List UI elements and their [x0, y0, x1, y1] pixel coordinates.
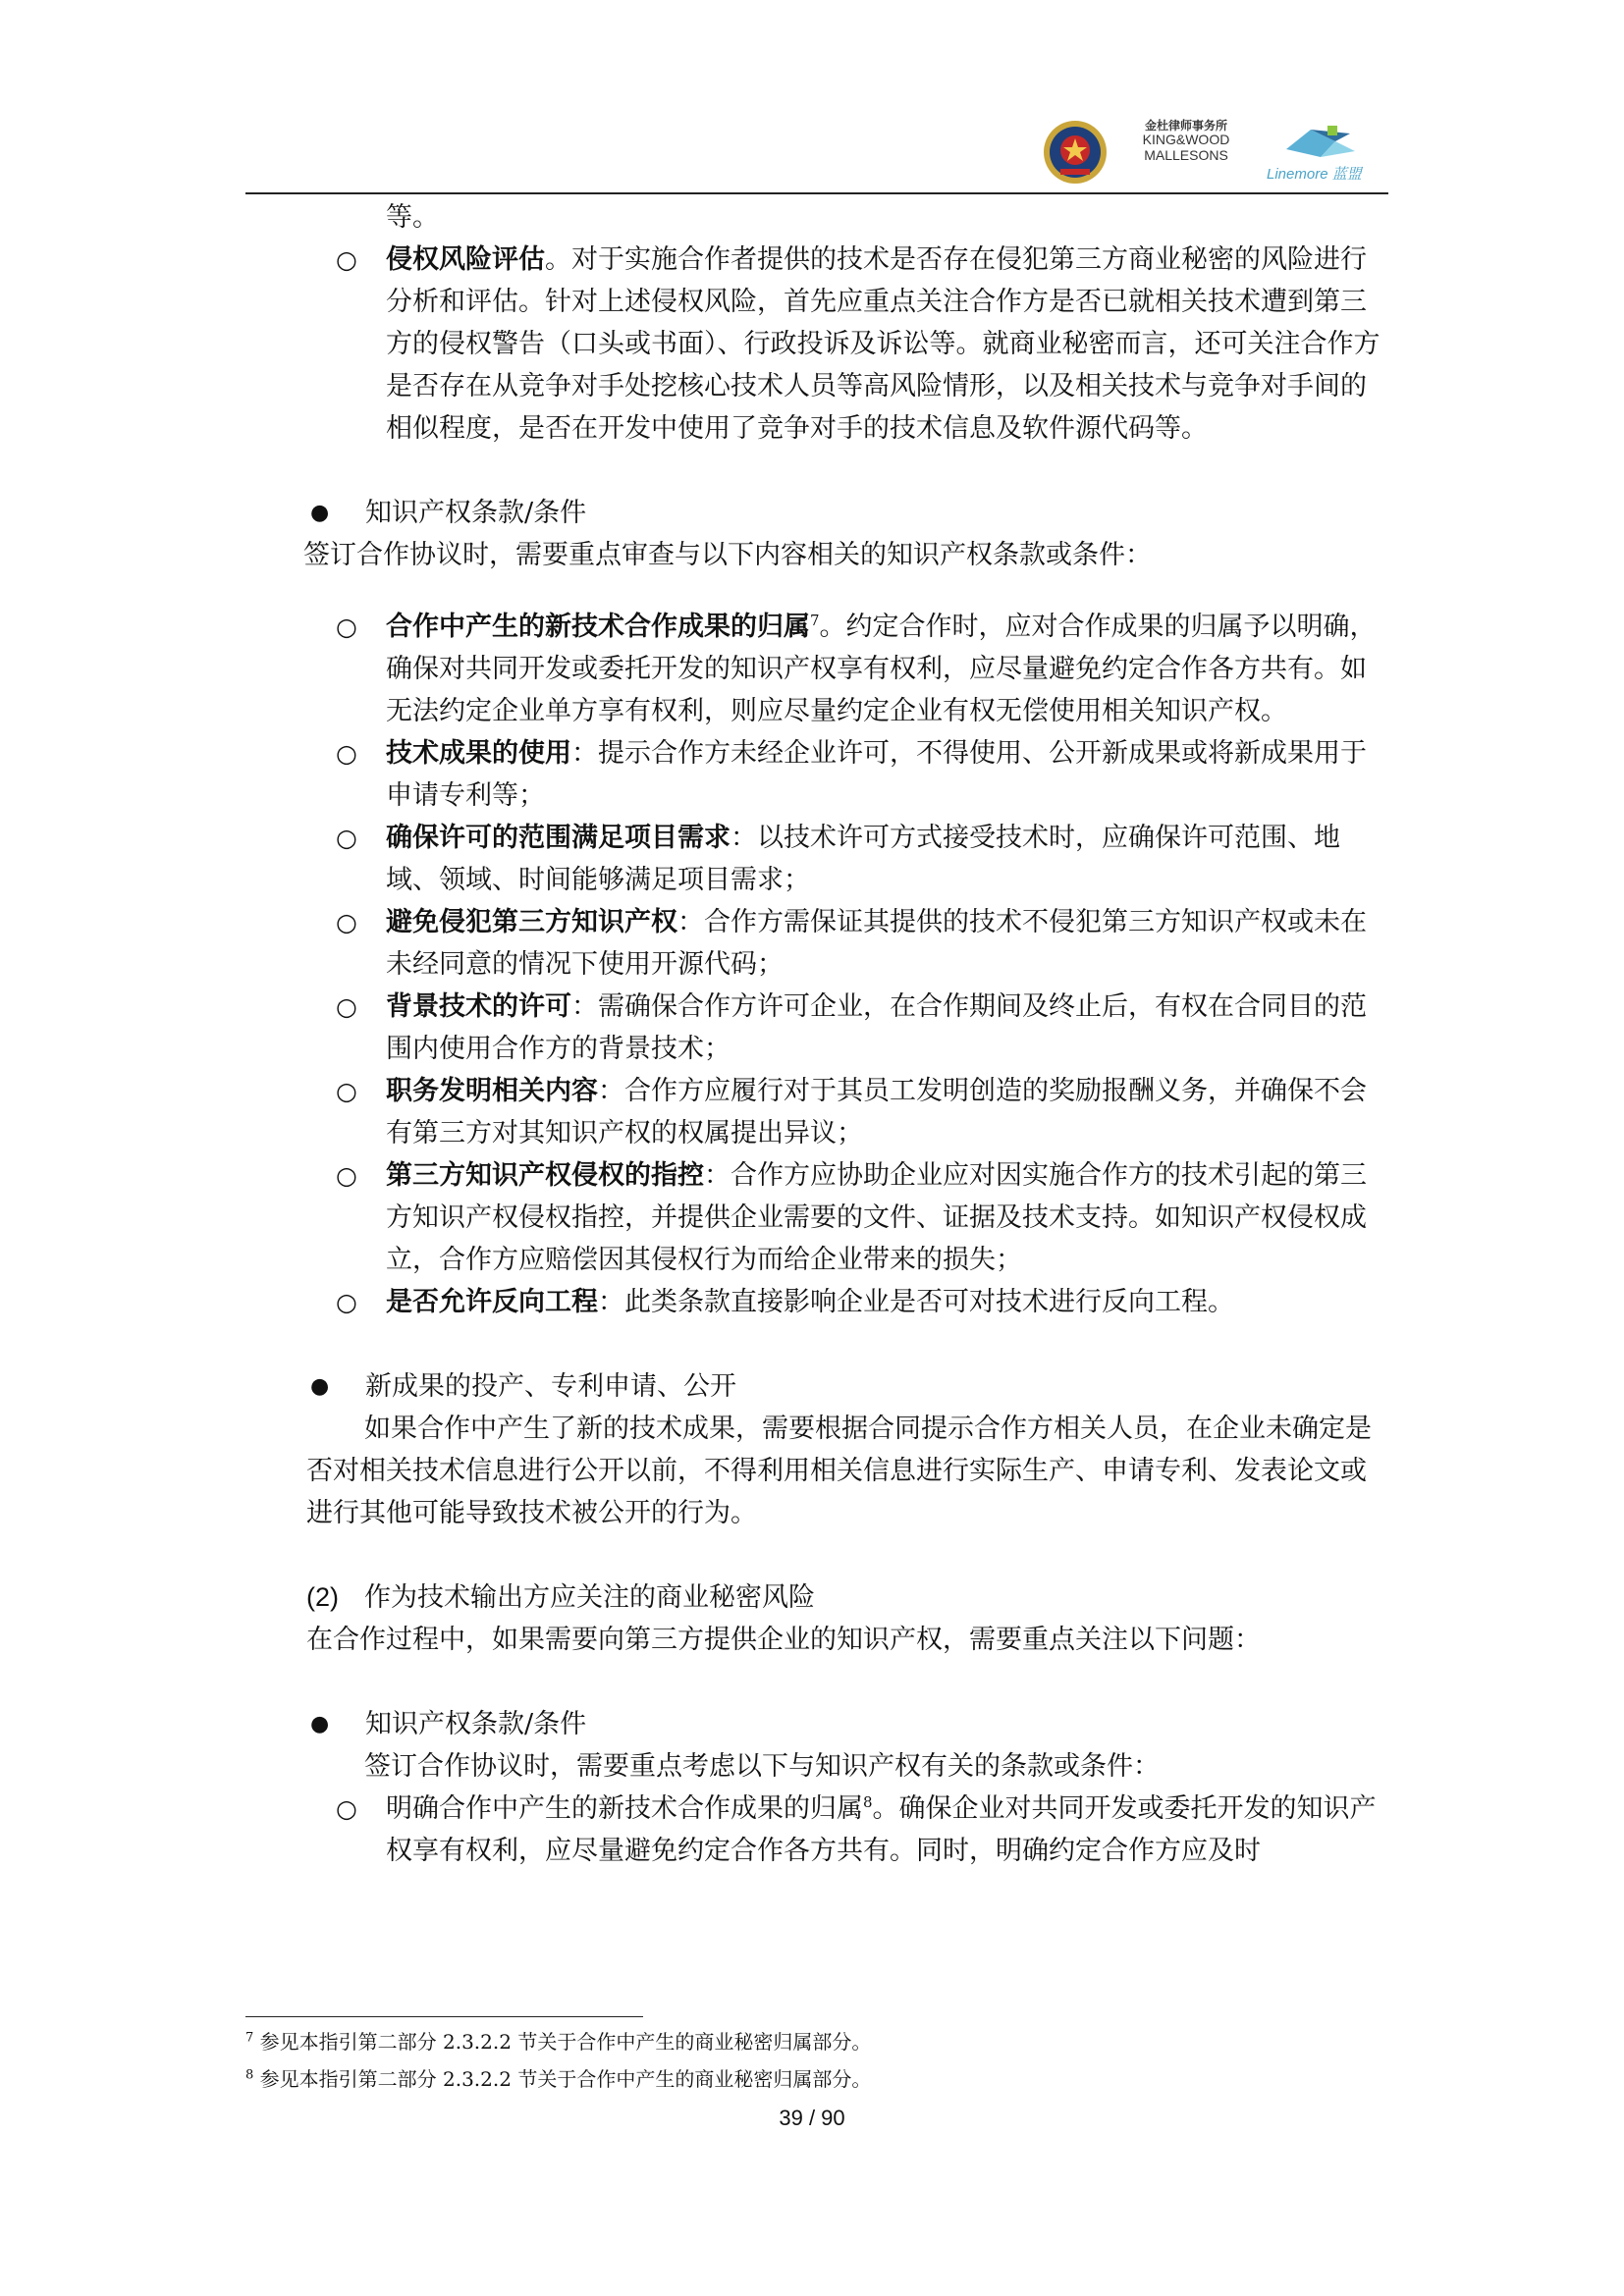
bullet-intro: 签订合作协议时，需要重点考虑以下与知识产权有关的条款或条件： [364, 1751, 1160, 1782]
hollow-bullet-icon: ○ [336, 245, 357, 274]
document-body [303, 196, 1390, 1872]
list-item-title: 是否允许反向工程 [386, 1287, 598, 1317]
section-heading-2 [306, 1576, 1390, 1619]
national-emblem-icon [1041, 118, 1110, 187]
footnote-rule [245, 2016, 643, 2017]
list-item [306, 732, 1390, 817]
page-number: 39 / 90 [779, 2106, 845, 2130]
continued-text: 等。 [386, 202, 439, 233]
sub-item-infringement [306, 239, 1390, 450]
list-item [306, 1788, 1390, 1872]
footnote-text: 参见本指引第二部分 2.3.2.2 节关于合作中产生的商业秘密归属部分。 [259, 2067, 872, 2091]
bullet-new-results [306, 1365, 1390, 1408]
kwm-logo-cn: 金杜律师事务所 [1144, 119, 1227, 133]
footnote-text: 参见本指引第二部分 2.3.2.2 节关于合作中产生的商业秘密归属部分。 [259, 2030, 872, 2054]
list-item-text: 。确保企业对共同开发或委托开发的知识产权享有权利，应尽量避免约定合作各方共有。同时，明确约定合作方应及时 [386, 1793, 1377, 1866]
hollow-bullet-icon: ○ [336, 908, 357, 936]
kwm-logo [1122, 120, 1250, 163]
section-intro: 在合作过程中，如果需要向第三方提供企业的知识产权，需要重点关注以下问题： [306, 1625, 1261, 1655]
list-item [306, 1281, 1390, 1323]
footnote-number: 7 [245, 2030, 254, 2046]
bullet-intro: 签订合作协议时，需要重点审查与以下内容相关的知识产权条款或条件： [303, 540, 1152, 570]
page-header [245, 108, 1388, 196]
list-item-text: ：以技术许可方式接受技术时，应确保许可范围、地域、领域、时间能够满足项目需求； [386, 823, 1340, 895]
list-item-title: 合作中产生的新技术合作成果的归属 [386, 612, 810, 642]
bullet-title: 知识产权条款/条件 [365, 498, 587, 528]
list-item-title: 技术成果的使用 [386, 738, 571, 769]
list-item-text: ：合作方需保证其提供的技术不侵犯第三方知识产权或未在未经同意的情况下使用开源代码； [386, 907, 1367, 980]
kwm-logo-en-2: MALLESONS [1144, 146, 1228, 163]
list-item-title: 避免侵犯第三方知识产权 [386, 907, 677, 937]
list-item [306, 986, 1390, 1070]
kwm-logo-en-1: KING&WOOD [1142, 132, 1230, 148]
bullet-ip-terms-2 [306, 1703, 1390, 1745]
bullet-icon: ● [310, 1374, 330, 1399]
hollow-bullet-icon: ○ [336, 739, 357, 768]
sub-item-text: 。对于实施合作者提供的技术是否存在侵犯第三方商业秘密的风险进行分析和评估。针对上述侵权风险，首先应重点关注合作方是否已就相关技术遭到第三方的侵权警告（口头或书面）、行政投诉及诉讼等。就商业秘密而言，还可关注合作方是否存在从竞争对手处挖核心技术人员等高风险情形，以及相关技术与竞争对手间的相似程度，是否在开发中使用了竞争对手的技术信息及软件源代码等。 [386, 244, 1380, 444]
sub-item-title: 侵权风险评估 [386, 244, 545, 275]
hollow-bullet-icon: ○ [336, 824, 357, 852]
list-item-text: 。约定合作时，应对合作成果的归属予以明确，确保对共同开发或委托开发的知识产权享有权利，应尽量避免约定合作各方共有。如无法约定企业单方享有权利，则应尽量约定企业有权无偿使用相关知识产权。 [386, 612, 1377, 726]
list-item-text: ：此类条款直接影响企业是否可对技术进行反向工程。 [598, 1287, 1234, 1317]
section-title: 作为技术输出方应关注的商业秘密风险 [364, 1582, 815, 1613]
list-item [306, 1154, 1390, 1281]
footnote-number: 8 [245, 2067, 254, 2083]
bullet-title: 新成果的投产、专利申请、公开 [365, 1371, 736, 1402]
linemore-logo-text: Linemore 蓝盟 [1267, 166, 1362, 183]
list-item-title: 背景技术的许可 [386, 991, 571, 1022]
list-item-text: ：提示合作方未经企业许可，不得使用、公开新成果或将新成果用于申请专利等； [386, 738, 1367, 811]
hollow-bullet-icon: ○ [336, 1161, 357, 1190]
header-rule [245, 192, 1388, 194]
list-item-text: ：合作方应履行对于其员工发明创造的奖励报酬义务，并确保不会有第三方对其知识产权的权属提出异议； [386, 1076, 1367, 1148]
list-item [306, 1070, 1390, 1154]
footnote [245, 2028, 871, 2056]
list-item [306, 606, 1390, 732]
hollow-bullet-icon: ○ [336, 1077, 357, 1105]
bullet-title: 知识产权条款/条件 [365, 1709, 587, 1739]
bullet-icon: ● [310, 501, 330, 525]
list-item [306, 901, 1390, 986]
hollow-bullet-icon: ○ [336, 613, 357, 641]
list-item-title: 确保许可的范围满足项目需求 [386, 823, 731, 853]
bullet-paragraph: 如果合作中产生了新的技术成果，需要根据合同提示合作方相关人员，在企业未确定是否对相关技术信息进行公开以前，不得利用相关信息进行实际生产、申请专利、发表论文或进行其他可能导致技术被公开的行为。 [306, 1414, 1372, 1528]
list-item-text: ：合作方应协助企业应对因实施合作方的技术引起的第三方知识产权侵权指控，并提供企业需要的文件、证据及技术支持。如知识产权侵权成立，合作方应赔偿因其侵权行为而给企业带来的损失； [386, 1160, 1367, 1275]
list-item-title: 职务发明相关内容 [386, 1076, 598, 1106]
list-item-title: 明确合作中产生的新技术合作成果的归属 [386, 1793, 863, 1824]
footnote-ref: 8 [863, 1793, 873, 1811]
list-item [306, 817, 1390, 901]
bullet-icon: ● [310, 1712, 330, 1736]
list-item-title: 第三方知识产权侵权的指控 [386, 1160, 704, 1191]
footnote-ref: 7 [810, 612, 820, 629]
hollow-bullet-icon: ○ [336, 1288, 357, 1316]
bullet-ip-terms [306, 492, 1390, 534]
list-item-text: ：需确保合作方许可企业，在合作期间及终止后，有权在合同目的范围内使用合作方的背景技术； [386, 991, 1367, 1064]
hollow-bullet-icon: ○ [336, 1794, 357, 1823]
hollow-bullet-icon: ○ [336, 992, 357, 1021]
footnote [245, 2065, 871, 2093]
section-number: (2) [306, 1582, 339, 1612]
